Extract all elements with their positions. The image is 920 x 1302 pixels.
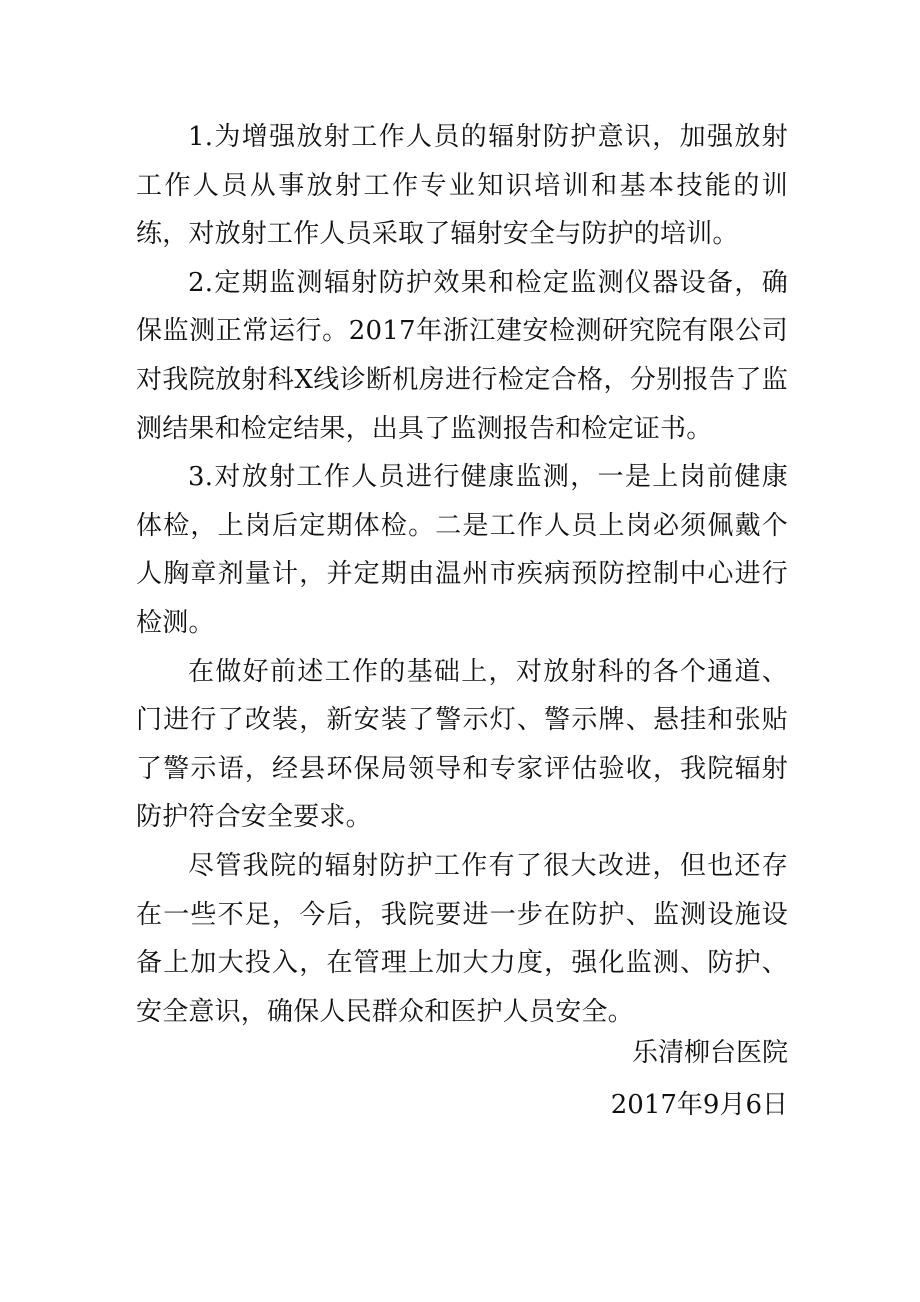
- signature-date: 2017年9月6日: [610, 1090, 788, 1120]
- signature-block: [611, 1027, 788, 1131]
- paragraph-renovation: 在做好前述工作的基础上，对放射科的各个通道、门进行了改装，新安装了警示灯、警示牌、悬挂和张贴了警示语，经县环保局领导和专家评估验收，我院辐射防护符合安全要求。: [136, 656, 788, 833]
- paragraph-monitoring: 2.定期监测辐射防护效果和检定监测仪器设备，确保监测正常运行。2017年浙江建安检测研究院有限公司对我院放射科X线诊断机房进行检定合格，分别报告了监测结果和检定结果，出具了监测报告和检定证书。: [136, 267, 788, 444]
- paragraph-improvement: 尽管我院的辐射防护工作有了很大改进，但也还存在一些不足，今后，我院要进一步在防护、监测设施设备上加大投入，在管理上加大力度，强化监测、防护、安全意识，确保人民群众和医护人员安全。: [136, 850, 788, 1027]
- document-body: [136, 113, 788, 1036]
- paragraph-training: 1.为增强放射工作人员的辐射防护意识，加强放射工作人员从事放射工作专业知识培训和基本技能的训练，对放射工作人员采取了辐射安全与防护的培训。: [136, 122, 788, 250]
- signature-organization: 乐清柳台医院: [631, 1038, 788, 1068]
- paragraph-health-check: 3.对放射工作人员进行健康监测，一是上岗前健康体检，上岗后定期体检。二是工作人员上岗必须佩戴个人胸章剂量计，并定期由温州市疾病预防控制中心进行检测。: [136, 462, 788, 638]
